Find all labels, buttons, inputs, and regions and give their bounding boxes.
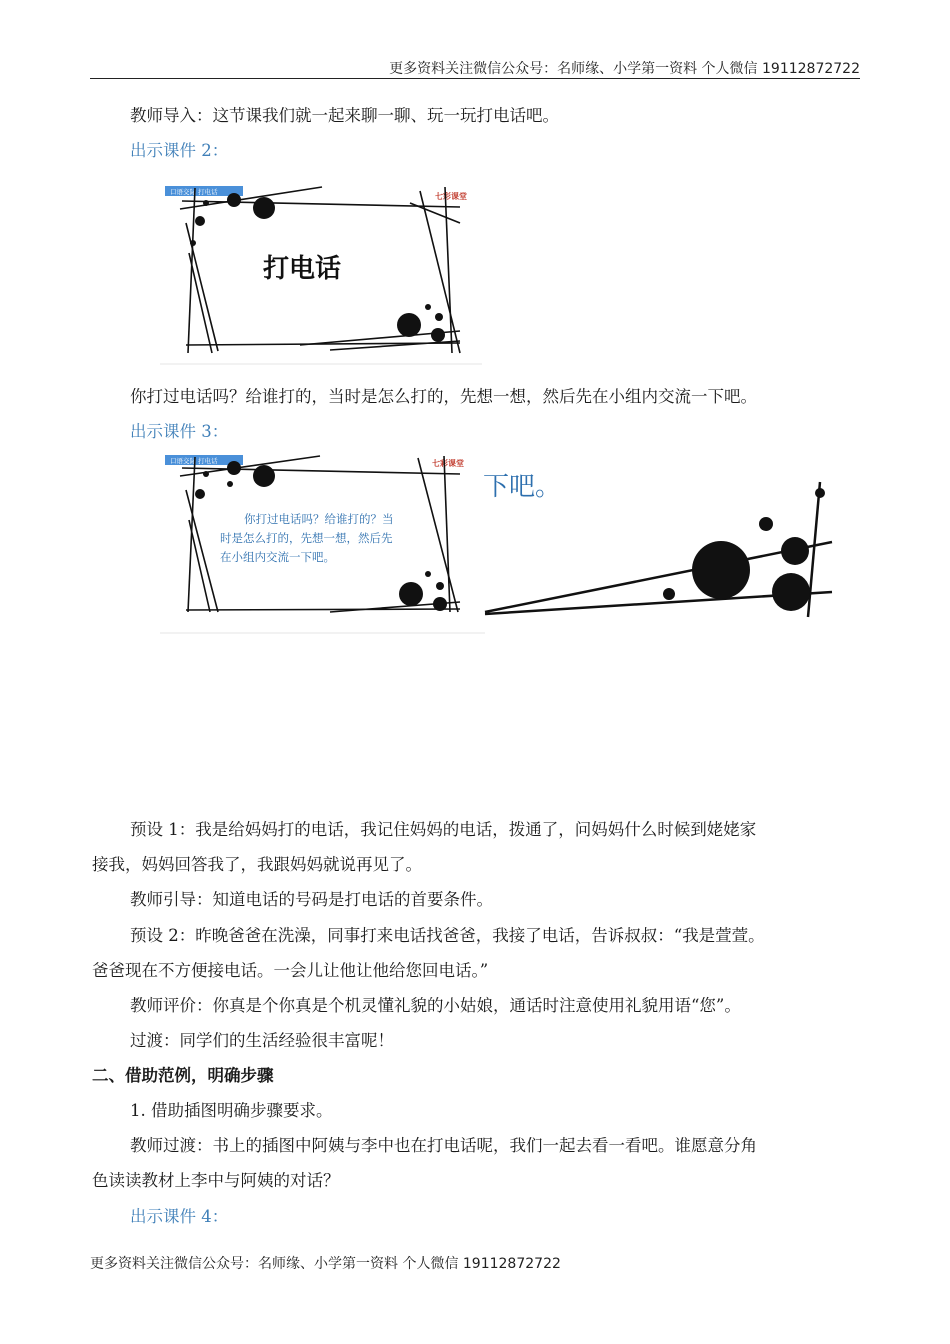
paragraph-teacher-transition-line-1: 教师过渡：书上的插图中阿姨与李中也在打电话呢，我们一起去看一看吧。谁愿意分角: [130, 1136, 757, 1155]
slide-2-tab: 口语交际 打电话: [170, 188, 218, 196]
slide-3-brand: 七彩课堂: [432, 459, 464, 468]
slide-2-image: [160, 183, 482, 366]
slide-2-title: 打电话: [263, 254, 342, 284]
paragraph-teacher-evaluate: 教师评价：你真是个你真是个机灵懂礼貌的小姑娘，通话时注意使用礼貌用语“您”。: [130, 996, 741, 1015]
slide-3-text-line-1: 你打过电话吗？给谁打的？当: [244, 512, 394, 526]
slide-2-brand: 七彩课堂: [435, 192, 467, 201]
paragraph-preset-2-line-1: 预设 2：昨晚爸爸在洗澡，同事打来电话找爸爸，我接了电话，告诉叔叔：“我是萱萱。: [130, 926, 765, 945]
paragraph-transition: 过渡：同学们的生活经验很丰富呢！: [130, 1031, 394, 1050]
paragraph-step-1: 1. 借助插图明确步骤要求。: [130, 1101, 333, 1120]
page-footer: 更多资料关注微信公众号：名师缘、小学第一资料 个人微信 19112872722: [90, 1256, 561, 1272]
show-slide-2-label: 出示课件 2：: [130, 141, 229, 160]
slide-3-text-line-3: 在小组内交流一下吧。: [220, 550, 335, 564]
slide-3-tab: 口语交际 打电话: [170, 457, 218, 465]
show-slide-4-label: 出示课件 4：: [130, 1207, 229, 1226]
section-2-heading: 二、借助范例，明确步骤: [92, 1066, 274, 1085]
slide-3-text-line-2: 时是怎么打的，先想一想，然后先: [220, 531, 393, 545]
header-text: 更多资料关注微信公众号：名师缘、小学第一资料 个人微信 19112872722: [389, 61, 860, 77]
slide-3-overflow-text: 下吧。: [483, 472, 562, 502]
slide-3-image: [160, 452, 840, 637]
page-header: [90, 58, 860, 79]
paragraph-preset-1-line-1: 预设 1：我是给妈妈打的电话，我记住妈妈的电话，拨通了，问妈妈什么时候到姥姥家: [130, 820, 757, 839]
paragraph-teacher-guide: 教师引导：知道电话的号码是打电话的首要条件。: [130, 890, 493, 909]
show-slide-3-label: 出示课件 3：: [130, 422, 229, 441]
paragraph-preset-1-line-2: 接我，妈妈回答我了，我跟妈妈就说再见了。: [92, 855, 422, 874]
paragraph-teacher-transition-line-2: 色读读教材上李中与阿姨的对话？: [92, 1171, 340, 1190]
paragraph-preset-2-line-2: 爸爸现在不方便接电话。一会儿让他让他给您回电话。”: [92, 961, 489, 980]
paragraph-question: 你打过电话吗？给谁打的，当时是怎么打的，先想一想，然后先在小组内交流一下吧。: [130, 387, 757, 406]
paragraph-teacher-intro: 教师导入：这节课我们就一起来聊一聊、玩一玩打电话吧。: [130, 106, 559, 125]
